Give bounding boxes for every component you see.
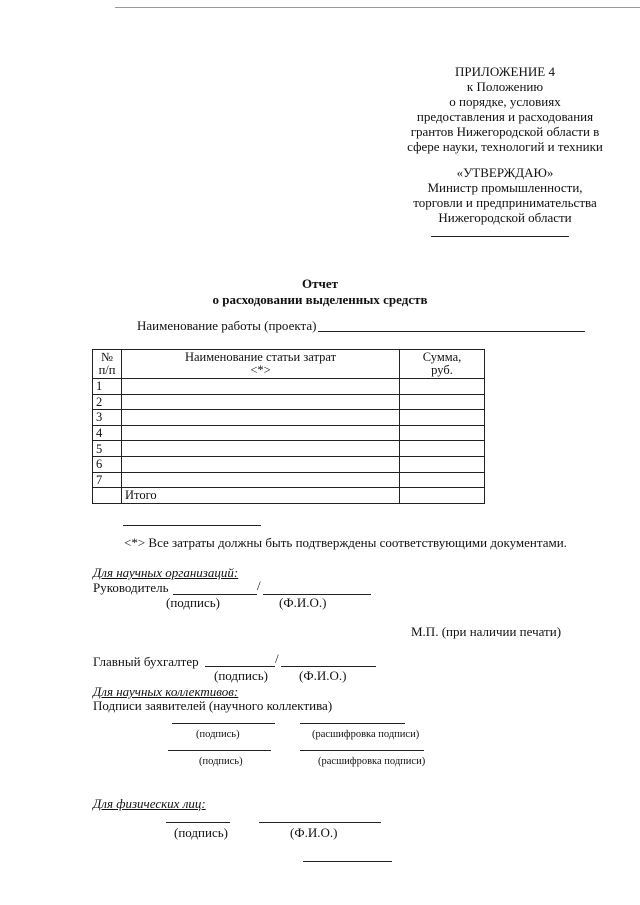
row-sum-cell[interactable] <box>400 410 485 426</box>
row-sum-cell[interactable] <box>400 441 485 457</box>
approval-signature-line <box>431 236 569 237</box>
col-header-item-text: Наименование статьи затрат <*> <box>184 349 337 377</box>
row-number: 5 <box>93 441 122 457</box>
appendix-block <box>380 64 630 154</box>
work-name-field[interactable] <box>318 331 585 332</box>
row-number: 4 <box>93 425 122 441</box>
collective-decoding-caption-1: (расшифровка подписи) <box>312 729 420 740</box>
report-subtitle: о расходовании выделенных средств <box>212 292 428 307</box>
individual-signature-caption: (подпись) <box>174 825 228 840</box>
work-name-label: Наименование работы (проекта) <box>137 318 317 333</box>
approval-line: Нижегородской области <box>438 210 572 225</box>
row-sum-cell[interactable] <box>400 394 485 410</box>
cost-table <box>92 349 485 504</box>
table-header-row <box>93 350 485 379</box>
col-header-item <box>122 350 400 379</box>
table-row <box>93 379 485 395</box>
collective-decoding-field-2[interactable] <box>300 750 424 751</box>
approval-line: торговли и предпринимательства <box>413 195 597 210</box>
row-sum-cell[interactable] <box>400 425 485 441</box>
individual-fio-field[interactable] <box>259 822 381 823</box>
row-item-cell[interactable] <box>122 456 400 472</box>
row-number: 6 <box>93 456 122 472</box>
row-item-cell[interactable] <box>122 394 400 410</box>
row-number: 3 <box>93 410 122 426</box>
individuals-heading: Для физических лиц: <box>93 796 206 811</box>
table-row <box>93 441 485 457</box>
bottom-signature-line <box>303 861 392 862</box>
total-number-cell <box>93 488 122 504</box>
head-label: Руководитель <box>93 580 169 595</box>
accountant-signature-caption: (подпись) <box>214 668 268 683</box>
top-rule <box>115 7 640 8</box>
collective-signature-caption-2: (подпись) <box>199 756 243 767</box>
collectives-heading: Для научных коллективов: <box>93 684 239 699</box>
report-title: Отчет <box>302 276 338 291</box>
individual-fio-caption: (Ф.И.О.) <box>290 825 338 840</box>
col-header-sum <box>400 350 485 379</box>
scientific-orgs-heading: Для научных организаций: <box>93 565 239 580</box>
collective-decoding-field-1[interactable] <box>300 723 405 724</box>
footnote-rule <box>123 525 261 526</box>
individual-signature-field[interactable] <box>166 822 230 823</box>
approval-line: Министр промышленности, <box>427 180 583 195</box>
accountant-fio-caption: (Ф.И.О.) <box>299 668 347 683</box>
table-row <box>93 425 485 441</box>
appendix-line: предоставления и расходования <box>416 109 594 124</box>
collective-signature-field-1[interactable] <box>172 723 275 724</box>
stamp-label: М.П. (при наличии печати) <box>411 624 562 639</box>
row-item-cell[interactable] <box>122 410 400 426</box>
footnote: <*> Все затраты должны быть подтверждены соответствующими документами. <box>124 535 567 550</box>
row-item-cell[interactable] <box>122 425 400 441</box>
row-number: 2 <box>93 394 122 410</box>
col-header-sum-text: Сумма, руб. <box>422 349 462 377</box>
slash: / <box>275 651 279 666</box>
total-sum-cell[interactable] <box>400 488 485 504</box>
approval-block <box>380 165 630 225</box>
table-row <box>93 456 485 472</box>
table-row <box>93 410 485 426</box>
approval-line: «УТВЕРЖДАЮ» <box>456 165 554 180</box>
total-label: Итого <box>122 488 400 504</box>
col-header-number <box>93 350 122 379</box>
row-item-cell[interactable] <box>122 472 400 488</box>
table-row <box>93 394 485 410</box>
appendix-line: о порядке, условиях <box>449 94 561 109</box>
appendix-line: ПРИЛОЖЕНИЕ 4 <box>455 64 555 79</box>
collective-signature-caption-1: (подпись) <box>196 729 240 740</box>
accountant-fio-field[interactable] <box>281 666 376 667</box>
accountant-label: Главный бухгалтер <box>93 654 199 669</box>
head-fio-caption: (Ф.И.О.) <box>279 595 327 610</box>
row-number: 7 <box>93 472 122 488</box>
slash: / <box>257 578 261 593</box>
collective-signature-field-2[interactable] <box>168 750 271 751</box>
collectives-signatures-label: Подписи заявителей (научного коллектива) <box>93 698 333 713</box>
row-item-cell[interactable] <box>122 379 400 395</box>
appendix-line: грантов Нижегородской области в <box>410 124 600 139</box>
col-header-number-text: № п/п <box>98 349 116 377</box>
row-sum-cell[interactable] <box>400 456 485 472</box>
row-sum-cell[interactable] <box>400 472 485 488</box>
appendix-line: к Положению <box>466 79 544 94</box>
accountant-signature-field[interactable] <box>205 666 275 667</box>
row-number: 1 <box>93 379 122 395</box>
collective-decoding-caption-2: (расшифровка подписи) <box>318 756 426 767</box>
table-row <box>93 472 485 488</box>
table-total-row <box>93 488 485 504</box>
head-signature-caption: (подпись) <box>166 595 220 610</box>
row-sum-cell[interactable] <box>400 379 485 395</box>
appendix-line: сфере науки, технологий и техники <box>407 139 603 154</box>
row-item-cell[interactable] <box>122 441 400 457</box>
